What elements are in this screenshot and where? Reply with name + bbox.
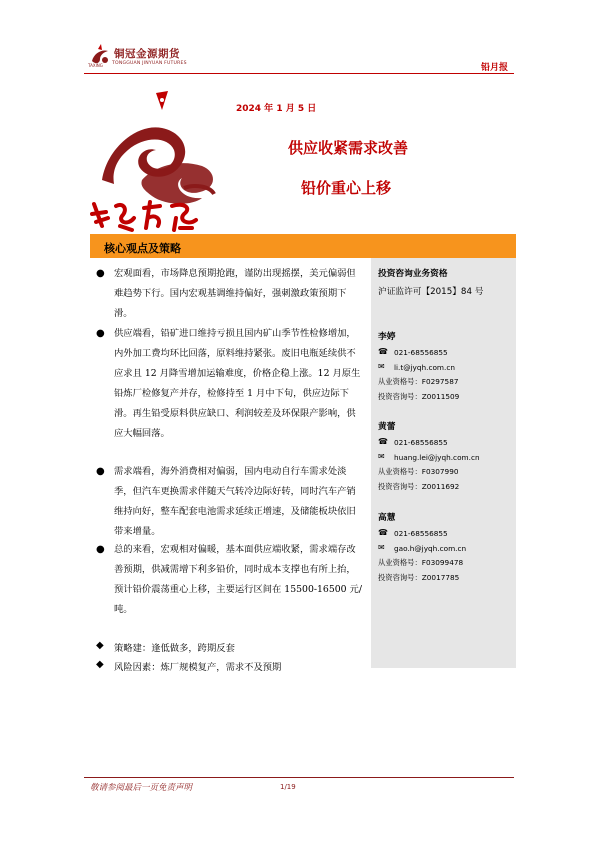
bullet-summary: 总的来看，宏观相对偏暖，基本面供应端收紧，需求端存改善预期，供减需增下利多铅价，同时成本支撑也有所上抬，预计铅价震荡重心上移，主要运行区间在 15500-16500 元/吨。 [114,544,362,615]
analyst-name: 高慧 [378,513,396,523]
analyst-cert: 从业资格号：F03099478 [378,558,464,567]
report-date: 2024 年 1 月 5 日 [236,104,317,114]
page-number: 1/19 [280,783,296,791]
qualification-number: 沪证监许可【2015】84 号 [378,287,484,297]
analyst-advisory: 投资咨询号：Z0011509 [378,392,460,401]
analyst-phone: 021-68556855 [394,438,448,447]
bullet-demand: 需求端看，海外消费相对偏弱，国内电动自行车需求处淡季，但汽车更换需求伴随天气转冷边际好转，同时汽车产销维持向好，整车配套电池需求延续正增速，及储能板块依旧带来增量。 [114,466,356,537]
analyst-sidebar [371,258,516,668]
email-icon: ✉ [378,543,385,552]
analyst-email: gao.h@jyqh.com.cn [394,544,467,553]
analyst-advisory: 投资咨询号：Z0011692 [378,482,460,491]
footer-divider [84,777,514,778]
analyst-email: li.t@jyqh.com.cn [394,363,455,372]
bullet-icon: ● [96,544,105,555]
risk-factors: 风险因素：炼厂规模复产，需求不及预期 [114,662,282,673]
analyst-cert: 从业资格号：F0297587 [378,377,459,386]
report-title: 供应收紧需求改善 [288,139,409,157]
company-name-cn: 铜冠金源期货 [114,48,180,60]
company-name-sub: TAXING [88,63,103,68]
bullet-icon: ● [96,268,105,279]
analyst-phone: 021-68556855 [394,348,448,357]
qualification-title: 投资咨询业务资格 [378,269,448,279]
report-type: 铅月报 [480,63,508,73]
strategy: 策略建：逢低做多，跨期反套 [114,643,235,654]
section-title: 核心观点及策略 [104,242,181,255]
header-divider [84,73,514,74]
analyst-name: 李婷 [378,332,396,342]
diamond-bullet-icon: ◆ [96,659,104,670]
analyst-advisory: 投资咨询号：Z0017785 [378,573,460,582]
bullet-icon: ● [96,328,105,339]
company-name-en: TONGGUAN JINYUAN FUTURES [112,61,187,66]
diamond-bullet-icon: ◆ [96,640,104,651]
bullet-supply: 供应端看，铅矿进口维持亏损且国内矿山季节性检修增加，内外加工费均环比回落，原料维持紧张。废旧电瓶延续供不应求且 12 月降雪增加运输难度，价格企稳上涨。12 月原生铅炼厂检修复产并存，检修持至 1 月中下旬，供应边际下滑。再生铅受原料供应缺口、利润较差及环保限产影响，供应大幅回落。 [114,328,361,439]
email-icon: ✉ [378,362,385,371]
phone-icon: ☎ [378,347,388,356]
phone-icon: ☎ [378,437,388,446]
disclaimer-note: 敬请参阅最后一页免责声明 [90,783,193,793]
analyst-email: huang.lei@jyqh.com.cn [394,453,480,462]
analyst-name: 黄蕾 [378,422,396,432]
email-icon: ✉ [378,452,385,461]
brand-calligraphy [88,196,208,236]
bullet-macro: 宏观面看，市场降息预期抢跑，谨防出现摇摆，美元偏弱但难趋势下行。国内宏观基调维持偏好，强刺激政策预期下滑。 [114,268,356,319]
analyst-phone: 021-68556855 [394,529,448,538]
report-subtitle: 铅价重心上移 [301,179,392,197]
phone-icon: ☎ [378,528,388,537]
bullet-icon: ● [96,466,105,477]
analyst-cert: 从业资格号：F0307990 [378,467,459,476]
